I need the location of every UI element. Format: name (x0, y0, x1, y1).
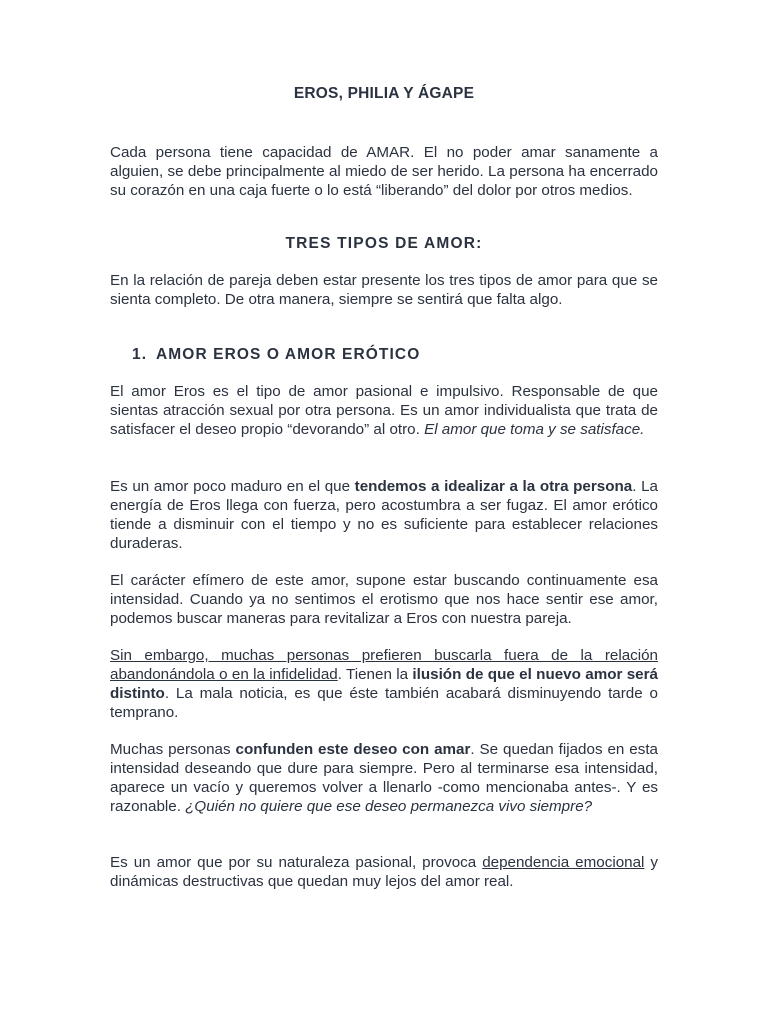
eros-paragraph-1 (110, 382, 658, 439)
eros-p4-text1: . Tienen la (337, 666, 413, 683)
eros-p1-text: El amor Eros es el tipo de amor pasional e impulsivo. Responsable de que sientas atracción sexual por otra persona. Es un amor individualista que trata de satisfacer el deseo propio “devorando” al otro. (110, 383, 658, 438)
eros-p2-text1: Es un amor poco maduro en el que (110, 478, 355, 495)
eros-p5-text1: Muchas personas (110, 741, 236, 758)
eros-paragraph-5 (110, 740, 658, 816)
eros-p2-bold: tendemos a idealizar a la otra persona (354, 478, 633, 495)
subsection-heading (132, 346, 420, 364)
eros-p2-text2: . La energía de Eros llega con fuerza, pero acostumbra a ser fugaz. El amor erótico tiende a disminuir con el tiempo y no es suficiente para establecer relaciones duraderas. (110, 478, 658, 552)
eros-paragraph-2 (110, 477, 658, 553)
eros-p4-bold: ilusión de que el nuevo amor será distinto (110, 666, 658, 702)
eros-p1-italic: El amor que toma y se satisface. (424, 421, 645, 438)
document-title: EROS, PHILIA Y ÁGAPE (293, 85, 475, 102)
eros-paragraph-3: El carácter efímero de este amor, supone estar buscando continuamente esa intensidad. Cuando ya no sentimos el erotismo que nos hace sentir ese amor, podemos buscar maneras para revitalizar a Eros con nuestra pareja. (110, 572, 658, 627)
section-heading: TRES TIPOS DE AMOR: (285, 235, 483, 252)
eros-p4-underline: Sin embargo, muchas personas prefieren buscarla fuera de la relación abandonándola o en la infidelidad (110, 647, 658, 683)
eros-p6-underline: dependencia emocional (482, 854, 645, 871)
eros-paragraph-6 (110, 853, 658, 891)
eros-paragraph-4 (110, 646, 658, 722)
subsection-number: 1. (132, 346, 148, 363)
intro-paragraph: Cada persona tiene capacidad de AMAR. El no poder amar sanamente a alguien, se debe principalmente al miedo de ser herido. La persona ha encerrado su corazón en una caja fuerte o lo está “liberando” del dolor por otros medios. (110, 144, 658, 199)
eros-p5-text2: . Se quedan fijados en esta intensidad deseando que dure para siempre. Pero al terminarse esa intensidad, aparece un vacío y queremos volver a llenarlo -como mencionaba antes-. Y es razonable. (110, 741, 658, 815)
eros-p5-bold: confunden este deseo con amar (235, 741, 471, 758)
eros-p4-text2: . La mala noticia, es que éste también acabará disminuyendo tarde o temprano. (110, 685, 658, 721)
eros-p6-text1: Es un amor que por su naturaleza pasional, provoca (110, 854, 483, 871)
section-intro-paragraph: En la relación de pareja deben estar presente los tres tipos de amor para que se sienta completo. De otra manera, siempre se sentirá que falta algo. (110, 272, 658, 308)
eros-p6-text2: y dinámicas destructivas que quedan muy lejos del amor real. (110, 854, 658, 890)
eros-p5-italic: ¿Quién no quiere que ese deseo permanezca vivo siempre? (185, 798, 593, 815)
subsection-title: AMOR EROS O AMOR ERÓTICO (156, 346, 421, 363)
